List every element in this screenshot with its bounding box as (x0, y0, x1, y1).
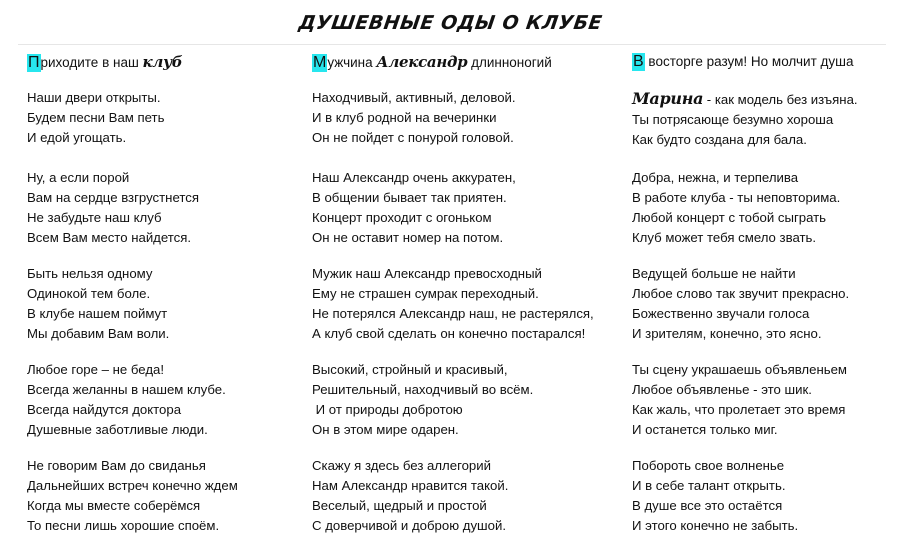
poem-line: В клубе нашем поймут (27, 306, 168, 321)
stanza (632, 168, 840, 248)
poem-line: Любое объявленье - это шик. (632, 382, 812, 397)
poem-line: Побороть свое волненье (632, 458, 785, 473)
poem-line: И останется только миг. (632, 422, 778, 437)
stanza (632, 264, 849, 344)
stanza (632, 88, 858, 150)
handwritten-word: Александр (376, 53, 468, 71)
heading-text: восторге разум! Но молчит душа (644, 54, 854, 69)
poem-line: Решительный, находчивый во всём. (312, 382, 534, 397)
poem-line: В общении бывает так приятен. (312, 190, 507, 205)
poem-line: Не забудьте наш клуб (27, 210, 162, 225)
poem-line: Он не пойдет с понурой головой. (312, 130, 514, 145)
poem-line: Нам Александр нравится такой. (312, 478, 509, 493)
stanza (312, 88, 516, 148)
poem-line: Не потерялся Александр наш, не растерялся, (312, 306, 594, 321)
poem-line: Любой концерт с тобой сыграть (632, 210, 827, 225)
poem-heading (27, 52, 182, 73)
poem-heading (632, 52, 853, 72)
page-title: ДУШЕВНЫЕ ОДЫ О КЛУБЕ (297, 12, 604, 34)
poem-line: Ну, а если порой (27, 170, 130, 185)
poem-line: Наши двери открыты. (27, 90, 161, 105)
poem-line: Вам на сердце взгрустнется (27, 190, 199, 205)
poem-line: Душевные заботливые люди. (27, 422, 208, 437)
poem-line: Ты сцену украшаешь объявленьем (632, 362, 848, 377)
poem-line: Находчивый, активный, деловой. (312, 90, 516, 105)
stanza (27, 264, 169, 344)
poem-line: И в себе талант открыть. (632, 478, 786, 493)
poem-line: Всегда найдутся доктора (27, 402, 182, 417)
poem-line: Веселый, щедрый и простой (312, 498, 487, 513)
highlighted-initial: М (313, 54, 327, 71)
title-divider (18, 44, 886, 45)
poem-line: Наш Александр очень аккуратен, (312, 170, 516, 185)
poem-line: Как будто создана для бала. (632, 132, 807, 147)
heading-text-end: длинноногий (467, 55, 552, 70)
poem-line: Будем песни Вам петь (27, 110, 165, 125)
poem-line: Концерт проходит с огоньком (312, 210, 492, 225)
stanza (27, 88, 164, 148)
poem-line: Как жаль, что пролетает это время (632, 402, 846, 417)
poem-line: Ведущей больше не найти (632, 266, 796, 281)
handwritten-word: Марина (632, 89, 704, 108)
poem-line: Любое горе – не беда! (27, 362, 165, 377)
poem-line: И едой угощать. (27, 130, 127, 145)
stanza (27, 360, 226, 440)
stanza (312, 264, 594, 344)
poem-line: Ты потрясающе безумно хороша (632, 112, 834, 127)
poem-line: Быть нельзя одному (27, 266, 153, 281)
highlighted-initial: В (633, 53, 644, 70)
heading-text: риходите в наш (40, 55, 143, 70)
poem-line: Любое слово так звучит прекрасно. (632, 286, 850, 301)
poem-line: Дальнейших встреч конечно ждем (27, 478, 238, 493)
handwritten-word: клуб (142, 53, 183, 71)
poem-line: То песни лишь хорошие споём. (27, 518, 220, 533)
stanza (632, 360, 847, 440)
poem-line: Скажу я здесь без аллегорий (312, 458, 492, 473)
poem-line: Он в этом мире одарен. (312, 422, 459, 437)
poem-line: В душе все это остаётся (632, 498, 783, 513)
poem-heading (312, 52, 552, 73)
poem-line: Одинокой тем боле. (27, 286, 151, 301)
poem-line: С доверчивой и доброю душой. (312, 518, 506, 533)
poem-line (632, 88, 858, 110)
poem-line: Всем Вам место найдется. (27, 230, 192, 245)
poem-line: Высокий, стройный и красивый, (312, 362, 508, 377)
poem-line: А клуб свой сделать он конечно постарался! (312, 326, 586, 341)
poem-line: В работе клуба - ты неповторима. (632, 190, 841, 205)
poem-line: Клуб может тебя смело звать. (632, 230, 817, 245)
poem-line: Ему не страшен сумрак переходный. (312, 286, 539, 301)
poem-line: Божественно звучали голоса (632, 306, 810, 321)
poem-line-rest: - как модель без изъяна. (703, 92, 858, 107)
stanza (312, 360, 533, 440)
poem-line: Мы добавим Вам воли. (27, 326, 170, 341)
poem-line: Не говорим Вам до свиданья (27, 458, 206, 473)
stanza (632, 456, 798, 536)
poem-line: Добра, нежна, и терпелива (632, 170, 799, 185)
poem-line: И зрителям, конечно, это ясно. (632, 326, 822, 341)
poem-line: Он не оставит номер на потом. (312, 230, 504, 245)
stanza (27, 456, 238, 536)
highlighted-initial: П (28, 54, 40, 71)
stanza (27, 168, 199, 248)
stanza (312, 168, 516, 248)
poem-line: Когда мы вместе соберёмся (27, 498, 201, 513)
heading-text: ужчина (327, 55, 377, 70)
poem-line: И этого конечно не забыть. (632, 518, 799, 533)
poem-line: Мужик наш Александр превосходный (312, 266, 542, 281)
stanza (312, 456, 508, 536)
poem-line: Всегда желанны в нашем клубе. (27, 382, 226, 397)
poem-line: И от природы добротою (312, 402, 463, 417)
poem-line: И в клуб родной на вечеринки (312, 110, 497, 125)
